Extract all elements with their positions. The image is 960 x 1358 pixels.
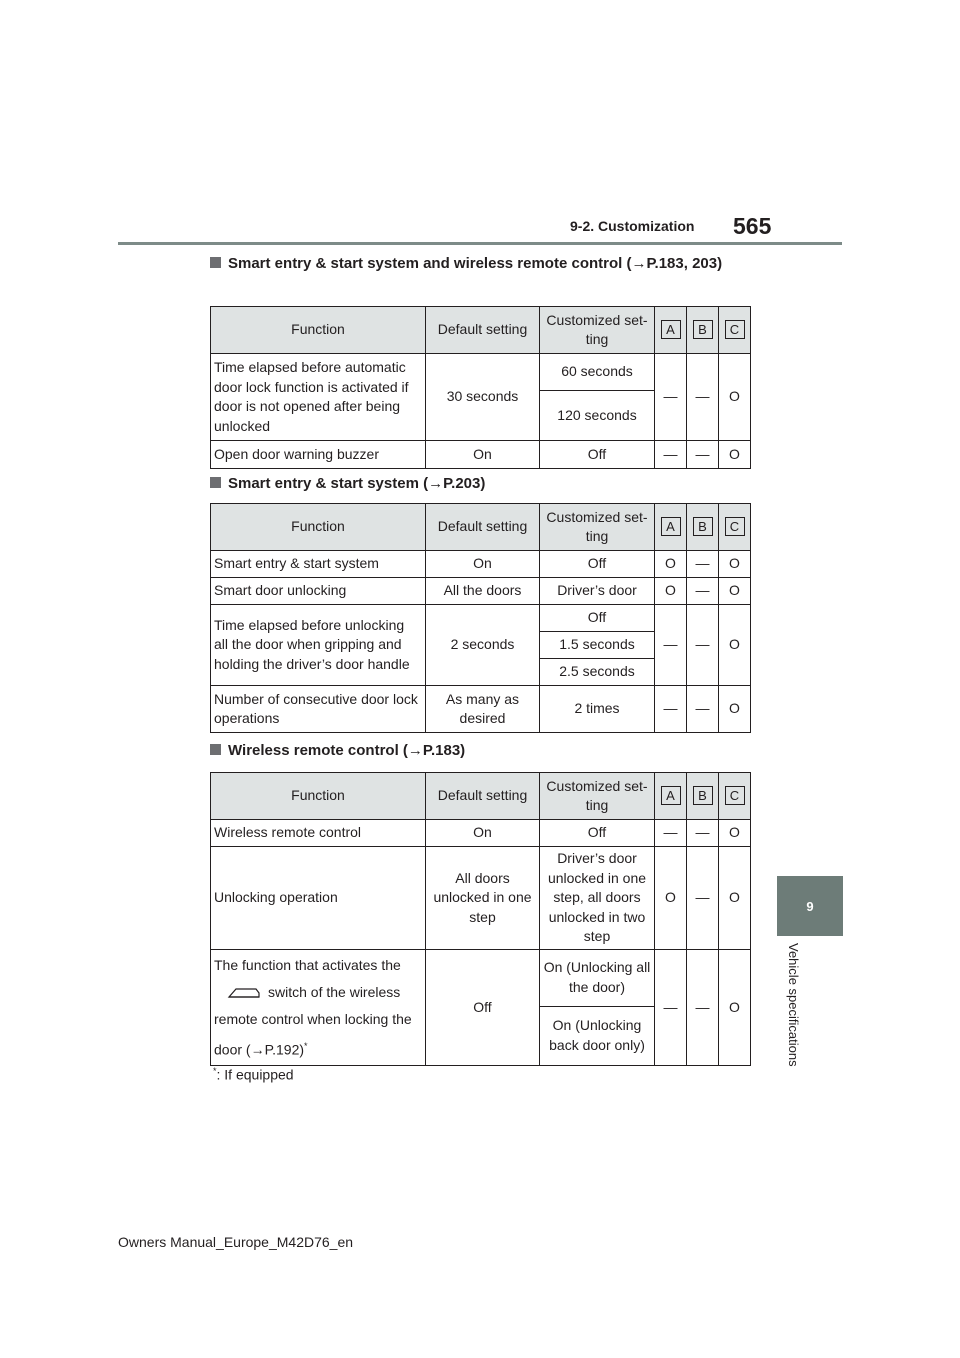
custom-cell: 2 times	[540, 686, 655, 733]
a-cell: —	[655, 820, 687, 847]
function-cell: Smart entry & start system	[211, 551, 426, 578]
a-cell: —	[655, 441, 687, 469]
a-cell: —	[655, 605, 687, 686]
function-cell: Open door warning buzzer	[211, 441, 426, 469]
c-cell: O	[719, 949, 751, 1066]
c-cell: O	[719, 441, 751, 469]
settings-table	[210, 772, 751, 1066]
custom-cell: Off	[540, 441, 655, 469]
a-cell: O	[655, 847, 687, 950]
section-header: 9-2. Customization	[570, 218, 695, 234]
default-cell: All the doors	[426, 578, 540, 605]
section-title: Smart entry & start system (→P.203)	[210, 472, 485, 496]
a-cell: —	[655, 949, 687, 1066]
chapter-label: Vehicle specifications	[786, 943, 801, 1067]
c-cell: O	[719, 847, 751, 950]
custom-cell: On (Unlocking back door only)	[540, 1006, 655, 1065]
default-cell: 2 seconds	[426, 605, 540, 686]
column-header-default: Default setting	[426, 307, 540, 354]
table-row	[211, 354, 751, 391]
c-cell: O	[719, 820, 751, 847]
table-row	[211, 605, 751, 632]
column-header-b: B	[687, 307, 719, 354]
settings-table	[210, 306, 751, 469]
default-cell: All doors unlocked in one step	[426, 847, 540, 950]
column-header-custom: Customized set-ting	[540, 504, 655, 551]
function-cell: The function that activates the switch of the wireless remote control when locking the door (→P.192)*	[211, 949, 426, 1066]
column-header-function: Function	[211, 307, 426, 354]
table-row	[211, 551, 751, 578]
custom-cell: On (Unlocking all the door)	[540, 949, 655, 1006]
column-header-function: Function	[211, 773, 426, 820]
document-footer: Owners Manual_Europe_M42D76_en	[118, 1234, 354, 1250]
c-cell: O	[719, 354, 751, 441]
header-divider	[118, 242, 842, 245]
table-row	[211, 578, 751, 605]
default-cell: On	[426, 441, 540, 469]
function-cell: Time elapsed before automatic door lock function is activated if door is not opened after being unlocked	[211, 354, 426, 441]
c-cell: O	[719, 551, 751, 578]
default-cell: 30 seconds	[426, 354, 540, 441]
table-header-row	[211, 773, 751, 820]
table-header-row	[211, 504, 751, 551]
square-bullet-icon	[210, 477, 221, 488]
function-cell: Number of consecutive door lock operations	[211, 686, 426, 733]
column-header-c: C	[719, 307, 751, 354]
b-cell: —	[687, 441, 719, 469]
section-title: Wireless remote control (→P.183)	[210, 739, 465, 763]
b-cell: —	[687, 820, 719, 847]
a-cell: —	[655, 686, 687, 733]
c-cell: O	[719, 686, 751, 733]
column-header-a: A	[655, 504, 687, 551]
default-cell: Off	[426, 949, 540, 1066]
back-door-key-icon	[226, 986, 262, 1000]
function-cell: Time elapsed before unlocking all the door when gripping and holding the driver’s door handle	[211, 605, 426, 686]
custom-cell: 60 seconds	[540, 354, 655, 391]
default-cell: On	[426, 551, 540, 578]
custom-cell: Off	[540, 820, 655, 847]
b-cell: —	[687, 949, 719, 1066]
column-header-a: A	[655, 307, 687, 354]
square-bullet-icon	[210, 257, 221, 268]
b-cell: —	[687, 847, 719, 950]
function-cell: Smart door unlocking	[211, 578, 426, 605]
custom-cell: Off	[540, 551, 655, 578]
table-header-row	[211, 307, 751, 354]
table-row	[211, 686, 751, 733]
b-cell: —	[687, 551, 719, 578]
page-number: 565	[733, 213, 772, 239]
function-cell: Unlocking operation	[211, 847, 426, 950]
custom-cell: Off	[540, 605, 655, 632]
column-header-function: Function	[211, 504, 426, 551]
column-header-b: B	[687, 773, 719, 820]
custom-cell: Driver’s door	[540, 578, 655, 605]
b-cell: —	[687, 354, 719, 441]
a-cell: —	[655, 354, 687, 441]
column-header-b: B	[687, 504, 719, 551]
function-cell: Wireless remote control	[211, 820, 426, 847]
custom-cell: 2.5 seconds	[540, 659, 655, 686]
default-cell: As many as desired	[426, 686, 540, 733]
b-cell: —	[687, 605, 719, 686]
table-row	[211, 949, 751, 1006]
table-row	[211, 847, 751, 950]
chapter-tab[interactable]: 9	[777, 876, 843, 936]
section-title: Smart entry & start system and wireless remote control (→P.183, 203)	[210, 252, 750, 276]
custom-cell: 120 seconds	[540, 391, 655, 441]
column-header-a: A	[655, 773, 687, 820]
b-cell: —	[687, 578, 719, 605]
a-cell: O	[655, 551, 687, 578]
custom-cell: 1.5 seconds	[540, 632, 655, 659]
table-row	[211, 441, 751, 469]
c-cell: O	[719, 605, 751, 686]
footnote: *: If equipped	[213, 1066, 294, 1083]
column-header-custom: Customized set-ting	[540, 307, 655, 354]
settings-table	[210, 503, 751, 733]
column-header-c: C	[719, 773, 751, 820]
table-row	[211, 820, 751, 847]
column-header-default: Default setting	[426, 504, 540, 551]
c-cell: O	[719, 578, 751, 605]
column-header-custom: Customized set-ting	[540, 773, 655, 820]
a-cell: O	[655, 578, 687, 605]
column-header-c: C	[719, 504, 751, 551]
custom-cell: Driver’s door unlocked in one step, all doors unlocked in two step	[540, 847, 655, 950]
square-bullet-icon	[210, 744, 221, 755]
footnote-marker: *	[304, 1040, 308, 1051]
b-cell: —	[687, 686, 719, 733]
column-header-default: Default setting	[426, 773, 540, 820]
default-cell: On	[426, 820, 540, 847]
